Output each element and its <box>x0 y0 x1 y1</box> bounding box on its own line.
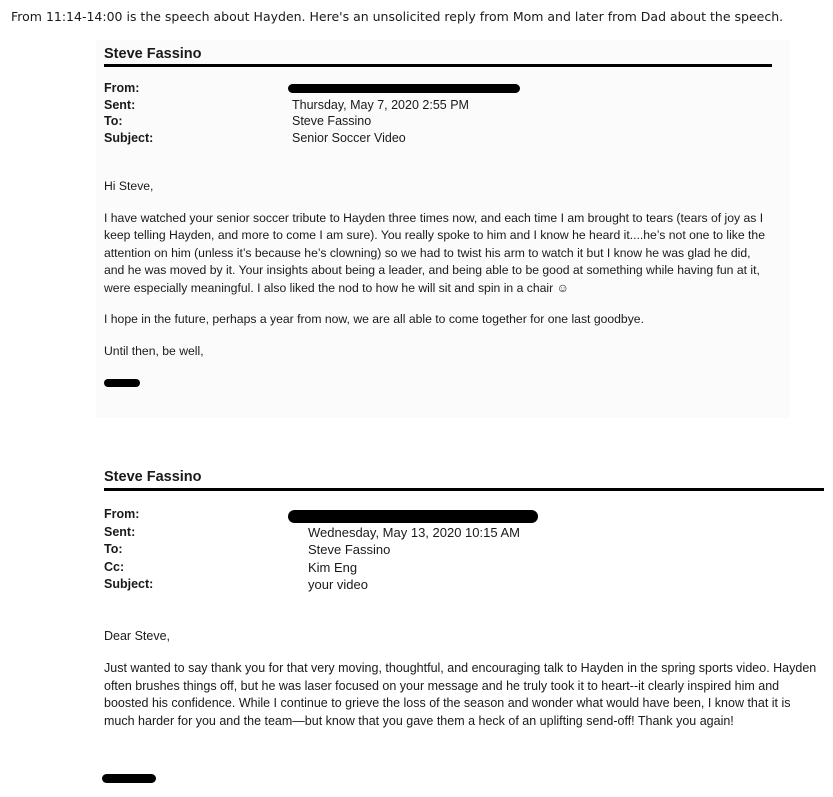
redacted-from-address <box>288 84 520 93</box>
to-label: To: <box>104 542 123 556</box>
cc-row <box>104 559 358 577</box>
subject-value: Senior Soccer Video <box>292 130 406 145</box>
to-value: Steve Fassino <box>308 542 391 557</box>
subject-row <box>104 576 368 594</box>
body-paragraph: Just wanted to say thank you for that very moving, thoughtful, and encouraging talk to Hayden in the spring sports video. Hayden often brushes things off, but he was laser focused on your message and he truly took it to heart--it clearly inspired him and boosted his confidence. While I continue to grieve the loss of the season and wonder what would have been, I know that it is much harder for you and the team—but know that you gave them a heck of an uplifting send-off! Thank you again! <box>104 660 817 729</box>
sent-value: Thursday, May 7, 2020 2:55 PM <box>292 97 469 112</box>
cc-label: Cc: <box>104 559 125 574</box>
from-label: From: <box>104 507 140 521</box>
sender-name: Steve Fassino <box>104 46 202 62</box>
body-paragraph: I hope in the future, perhaps a year from now, we are all able to come together for one last goodbye. <box>104 312 644 326</box>
email-1 <box>96 40 790 418</box>
to-value: Steve Fassino <box>292 114 372 128</box>
email-headers <box>104 80 469 146</box>
email-body <box>104 628 824 745</box>
to-row <box>104 113 372 130</box>
from-label: From: <box>104 81 140 95</box>
email-headers <box>104 506 520 594</box>
sent-label: Sent: <box>104 97 136 112</box>
intro-caption: From 11:14-14:00 is the speech about Hayden. Here's an unsolicited reply from Mom and later from Dad about the speech. <box>11 9 784 24</box>
redacted-from-address <box>288 510 538 523</box>
subject-row <box>104 130 406 147</box>
to-label: To: <box>104 114 123 128</box>
subject-value: your video <box>308 577 368 592</box>
redacted-signature <box>102 774 156 783</box>
sent-value: Wednesday, May 13, 2020 10:15 AM <box>308 524 520 540</box>
subject-label: Subject: <box>104 577 154 591</box>
sent-row <box>104 97 469 114</box>
greeting: Hi Steve, <box>104 179 154 193</box>
sender-name: Steve Fassino <box>104 469 202 485</box>
sent-row <box>104 524 520 542</box>
header-rule <box>104 64 772 67</box>
from-row <box>104 506 153 524</box>
subject-label: Subject: <box>104 130 154 145</box>
email-body <box>104 178 768 374</box>
header-rule <box>104 488 824 491</box>
email-2 <box>96 462 827 792</box>
to-row <box>104 541 391 559</box>
closing: Until then, be well, <box>104 343 204 358</box>
cc-value: Kim Eng <box>308 559 358 575</box>
from-row <box>104 80 153 97</box>
greeting: Dear Steve, <box>104 629 171 643</box>
sent-label: Sent: <box>104 524 136 539</box>
body-paragraph: I have watched your senior soccer tribute to Hayden three times now, and each time I am brought to tears (tears of joy as I keep telling Hayden, and more to come I am sure). You really spoke to him and I know he heard it....he’s not one to like the attention on him (unless it’s because he’s clowning) so we had to twist his arm to watch it but I know he was glad he did, and he was moved by it. Your insights about being a leader, and being able to be good at something while having fun at it, were especially meaningful. I also liked the nod to how he will sit and spin in a chair ☺ <box>104 210 765 295</box>
redacted-signature <box>104 379 140 387</box>
